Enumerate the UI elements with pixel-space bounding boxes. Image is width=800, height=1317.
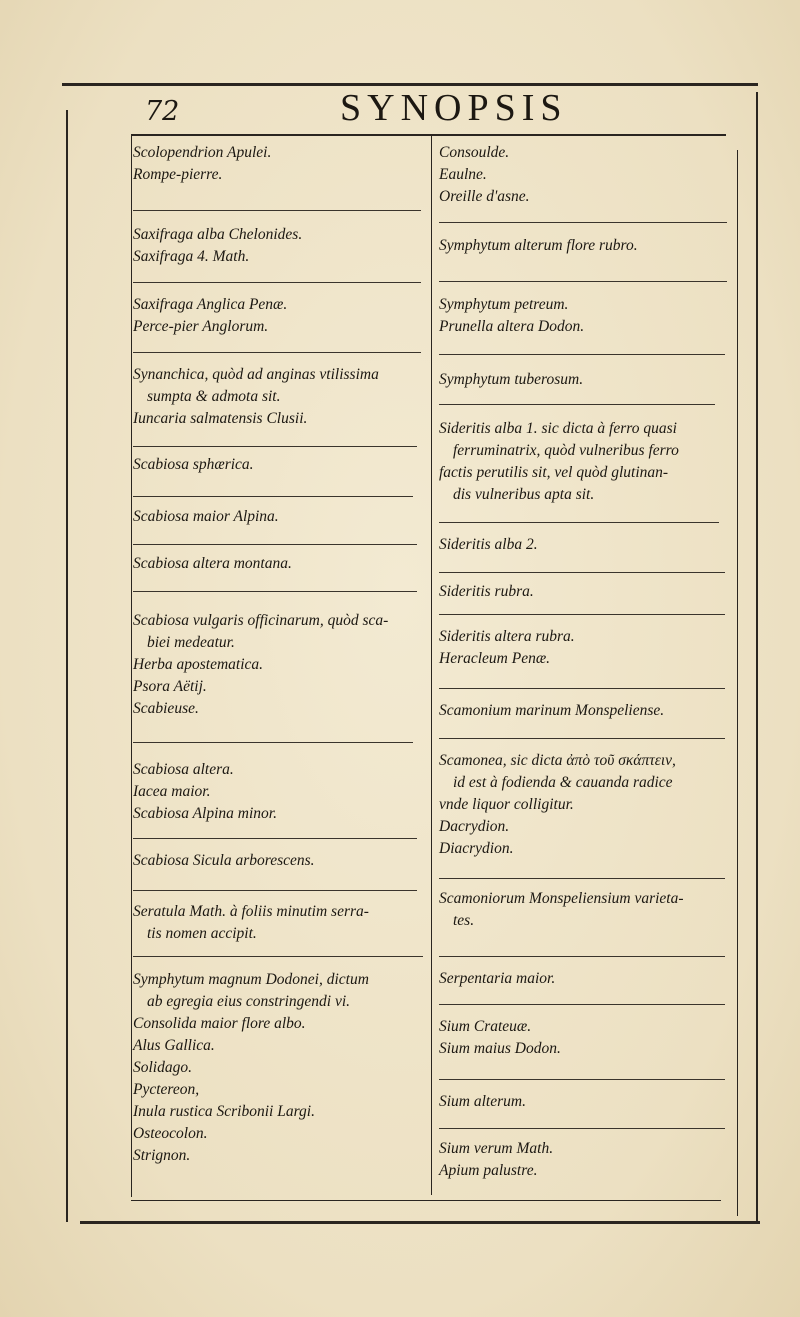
left-separator-rule [133, 282, 421, 283]
right-entry-line: Oreille d'asne. [439, 188, 530, 205]
right-frame-rule [756, 92, 758, 1222]
right-separator-rule [439, 956, 725, 957]
right-entry [439, 294, 735, 338]
right-entry-line: Serpentaria maior. [439, 970, 556, 987]
left-entry-line: sumpta & admota sit. [147, 388, 281, 405]
right-entry-line: Sideritis rubra. [439, 583, 534, 600]
left-entry-line: Perce-pier Anglorum. [133, 318, 269, 335]
left-entry-line: Scolopendrion Apulei. [133, 144, 272, 161]
right-entry [439, 369, 735, 391]
right-separator-rule [439, 878, 725, 879]
left-frame-rule [66, 110, 68, 1222]
right-entry [439, 142, 735, 208]
page-title: SYNOPSIS [340, 87, 568, 129]
left-separator-rule [133, 496, 413, 497]
left-entry [133, 224, 429, 268]
right-separator-rule [439, 688, 725, 689]
inner-right-rule [737, 150, 738, 1216]
right-entry-line: vnde liquor colligitur. [439, 796, 574, 813]
right-entry-line: Dacrydion. [439, 818, 510, 835]
right-entry-line: Symphytum alterum flore rubro. [439, 237, 638, 254]
right-separator-rule [439, 354, 725, 355]
right-entry-line: Scamoniorum Monspeliensium varieta- [439, 890, 684, 907]
left-entry [133, 454, 429, 476]
right-entry-line: id est à fodienda & cauanda radice [453, 774, 673, 791]
left-entry-line: Scabiosa altera. [133, 761, 234, 778]
left-entry-line: Synanchica, quòd ad anginas vtilissima [133, 366, 379, 383]
left-entry-line: tis nomen accipit. [147, 925, 257, 942]
right-entry-line: Scamonea, sic dicta ἀπὸ τοῦ σκάπτειν, [439, 752, 676, 769]
right-entry [439, 1091, 735, 1113]
page-number: 72 [145, 96, 180, 127]
left-entry [133, 553, 429, 575]
left-entry [133, 850, 429, 872]
left-entry-line: Scabiosa Sicula arborescens. [133, 852, 315, 869]
left-entry-line: Scabieuse. [133, 700, 199, 717]
footer-rule [131, 1200, 721, 1201]
left-entry-line: Psora Aëtij. [133, 678, 207, 695]
right-entry-line: Diacrydion. [439, 840, 514, 857]
right-separator-rule [439, 522, 719, 523]
left-separator-rule [133, 890, 417, 891]
left-entry-line: Symphytum magnum Dodonei, dictum [133, 971, 369, 988]
bottom-frame-rule [80, 1221, 760, 1224]
left-entry [133, 901, 429, 945]
left-separator-rule [133, 446, 417, 447]
right-entry-line: Sideritis altera rubra. [439, 628, 575, 645]
left-entry [133, 364, 429, 430]
left-entry-line: Scabiosa vulgaris officinarum, quòd sca- [133, 612, 389, 629]
left-separator-rule [133, 352, 421, 353]
right-separator-rule [439, 404, 715, 405]
right-separator-rule [439, 1079, 725, 1080]
right-entry-line: tes. [453, 912, 475, 929]
left-entry-line: Iacea maior. [133, 783, 211, 800]
left-entry-line: Alus Gallica. [133, 1037, 215, 1054]
left-entry-line: Scabiosa sphærica. [133, 456, 254, 473]
left-entry-line: Iuncaria salmatensis Clusii. [133, 410, 308, 427]
left-entry-line: Osteocolon. [133, 1125, 208, 1142]
right-entry-line: Prunella altera Dodon. [439, 318, 585, 335]
left-entry-line: Seratula Math. à foliis minutim serra- [133, 903, 369, 920]
left-entry [133, 506, 429, 528]
left-entry-line: Pyctereon, [133, 1081, 200, 1098]
right-entry-line: Sium verum Math. [439, 1140, 554, 1157]
left-entry-line: Scabiosa Alpina minor. [133, 805, 277, 822]
right-entry [439, 235, 735, 257]
right-entry-line: Heracleum Penæ. [439, 650, 551, 667]
left-separator-rule [133, 591, 417, 592]
left-entry-line: Scabiosa maior Alpina. [133, 508, 279, 525]
right-entry-line: Consoulde. [439, 144, 510, 161]
right-entry-line: ferruminatrix, quòd vulneribus ferro [453, 442, 679, 459]
right-entry [439, 888, 735, 932]
right-entry-line: Sideritis alba 1. sic dicta à ferro quasi [439, 420, 677, 437]
right-entry-line: factis perutilis sit, vel quòd glutinan- [439, 464, 669, 481]
left-entry-line: Consolida maior flore albo. [133, 1015, 306, 1032]
left-entry-line: Inula rustica Scribonii Largi. [133, 1103, 315, 1120]
right-separator-rule [439, 1004, 725, 1005]
right-entry-line: Sium maius Dodon. [439, 1040, 561, 1057]
right-separator-rule [439, 1128, 725, 1129]
right-entry-line: Sium alterum. [439, 1093, 526, 1110]
left-entry [133, 610, 429, 720]
left-entry [133, 969, 429, 1167]
right-entry [439, 626, 735, 670]
left-entry-line: Herba apostematica. [133, 656, 264, 673]
right-entry-line: dis vulneribus apta sit. [453, 486, 595, 503]
right-entry-line: Symphytum tuberosum. [439, 371, 584, 388]
right-entry [439, 418, 735, 506]
right-entry [439, 750, 735, 860]
left-entry-line: Saxifraga 4. Math. [133, 248, 250, 265]
left-entry-line: Saxifraga Anglica Penæ. [133, 296, 288, 313]
left-entry-line: Strignon. [133, 1147, 191, 1164]
right-entry [439, 968, 735, 990]
right-entry-line: Sium Crateuæ. [439, 1018, 532, 1035]
left-entry [133, 294, 429, 338]
column-divider [431, 135, 432, 1195]
left-separator-rule [133, 956, 423, 957]
right-entry-line: Symphytum petreum. [439, 296, 569, 313]
right-separator-rule [439, 222, 727, 223]
left-separator-rule [133, 210, 421, 211]
left-entry-line: ab egregia eius constringendi vi. [147, 993, 351, 1010]
left-separator-rule [133, 742, 413, 743]
right-entry [439, 1016, 735, 1060]
left-entry-line: Scabiosa altera montana. [133, 555, 292, 572]
left-entry-line: Saxifraga alba Chelonides. [133, 226, 303, 243]
left-entry [133, 142, 429, 186]
right-entry [439, 581, 735, 603]
right-entry [439, 534, 735, 556]
right-entry [439, 700, 735, 722]
left-entry [133, 759, 429, 825]
left-entry-line: Solidago. [133, 1059, 192, 1076]
right-entry-line: Sideritis alba 2. [439, 536, 538, 553]
right-separator-rule [439, 738, 725, 739]
left-entry-line: Rompe-pierre. [133, 166, 223, 183]
left-separator-rule [133, 838, 417, 839]
right-entry-line: Eaulne. [439, 166, 487, 183]
left-entry-line: biei medeatur. [147, 634, 235, 651]
header-rule [131, 134, 726, 136]
right-entry-line: Scamonium marinum Monspeliense. [439, 702, 665, 719]
right-separator-rule [439, 614, 725, 615]
right-entry-line: Apium palustre. [439, 1162, 538, 1179]
left-separator-rule [133, 544, 417, 545]
right-separator-rule [439, 281, 727, 282]
right-entry [439, 1138, 735, 1182]
right-separator-rule [439, 572, 725, 573]
inner-left-rule [131, 135, 132, 1197]
